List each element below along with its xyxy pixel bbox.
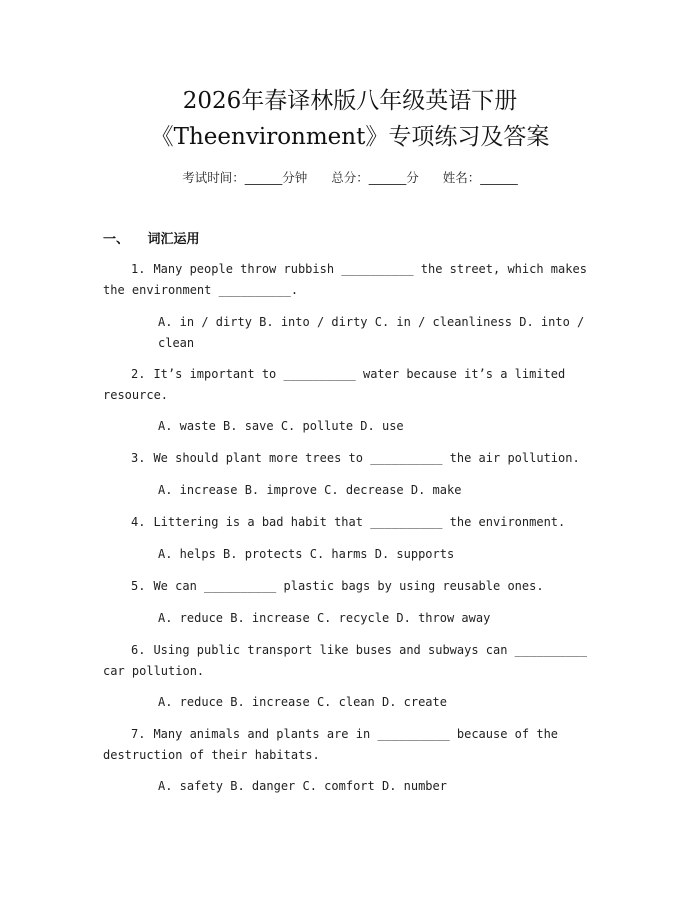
- question-number: 2.: [131, 367, 146, 381]
- section-title: 词汇运用: [147, 232, 200, 247]
- question-6-options: A. reduce B. increase C. clean D. create: [158, 695, 447, 709]
- question-number: 1.: [131, 262, 146, 276]
- question-2-options: A. waste B. save C. pollute D. use: [158, 419, 404, 433]
- question-text: We should plant more trees to __________ the air pollution.: [153, 451, 580, 465]
- question-text: Many people throw rubbish __________ the street, which makes the environment __________.: [103, 262, 587, 297]
- document-title-line-1: 2026年春译林版八年级英语下册: [182, 88, 518, 114]
- question-number: 6.: [131, 643, 146, 657]
- question-text: Many animals and plants are in __________ because of the destruction of their habitats.: [103, 727, 559, 762]
- question-number: 7.: [131, 727, 146, 741]
- question-text: We can __________ plastic bags by using reusable ones.: [153, 579, 544, 593]
- question-7-options: A. safety B. danger C. comfort D. number: [158, 779, 447, 793]
- exam-meta-row: [0, 168, 700, 186]
- question-6: [103, 640, 598, 681]
- question-4: [103, 512, 598, 533]
- question-text: It’s important to __________ water because it’s a limited resource.: [103, 367, 566, 402]
- question-2: [103, 364, 598, 405]
- question-3: [103, 448, 598, 469]
- question-1-options: A. in / dirty B. into / dirty C. in / cleanliness D. into / clean: [158, 315, 585, 350]
- document-title-line-2: 《Theenvironment》专项练习及答案: [150, 124, 550, 150]
- question-text: Littering is a bad habit that __________ the environment.: [153, 515, 566, 529]
- question-number: 3.: [131, 451, 146, 465]
- section-number: 一、: [103, 232, 130, 247]
- question-text: Using public transport like buses and subways can __________ car pollution.: [103, 643, 587, 678]
- exam-time-field: 考试时间：______分钟: [182, 170, 308, 185]
- question-4-options: A. helps B. protects C. harms D. supports: [158, 547, 455, 561]
- question-3-options: A. increase B. improve C. decrease D. make: [158, 483, 462, 497]
- total-score-field: 总分：______分: [331, 170, 419, 185]
- question-7: [103, 724, 598, 765]
- question-number: 5.: [131, 579, 146, 593]
- question-number: 4.: [131, 515, 146, 529]
- question-5: [103, 576, 598, 597]
- section-heading: [103, 228, 200, 247]
- question-5-options: A. reduce B. increase C. recycle D. throw away: [158, 611, 491, 625]
- question-1: [103, 259, 598, 300]
- student-name-field: 姓名：______: [442, 170, 518, 185]
